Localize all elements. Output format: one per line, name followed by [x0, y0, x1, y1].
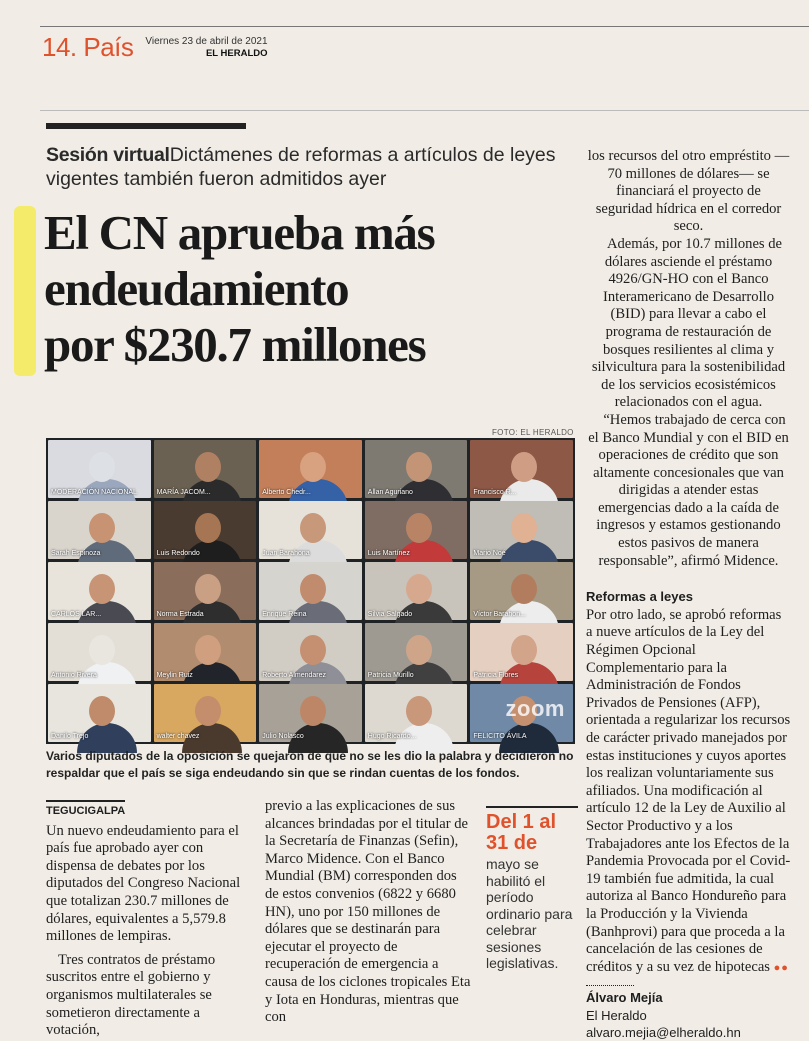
- headline-line-1: El CN aprueba más: [44, 205, 435, 260]
- participant-head: [89, 574, 115, 604]
- pull-quote-highlight: Del 1 al 31 de: [486, 811, 557, 854]
- participant-head: [300, 574, 326, 604]
- header-rule: [40, 110, 809, 111]
- body-column-2: [265, 798, 473, 1027]
- participant-name: Norma Estrada: [156, 611, 204, 618]
- participant-head: [406, 635, 432, 665]
- zoom-session-photo: [46, 438, 575, 744]
- participant-tile: [48, 623, 151, 681]
- paragraph-3: previo a las explicaciones de sus alcances brindadas por el titular de la Secretaría de Finanzas (Sefin), Marco Midence. Con el Banco Mundial (BM) corresponden dos de estos convenios (6822 y 6680 HN), uno por 150 millones de dólares que se destinarán para ejecutar el proyecto de recuperación de emergencia a causa de los ciclones tropicales Eta y Iota en Honduras, mientras que con: [265, 798, 471, 1026]
- participant-tile: [470, 623, 573, 681]
- end-mark: ●●: [773, 961, 789, 974]
- participant-head: [511, 513, 537, 543]
- photo-credit: FOTO: EL HERALDO: [492, 428, 574, 437]
- participant-tile: [259, 562, 362, 620]
- participant-tile: [154, 623, 257, 681]
- participant-head: [406, 574, 432, 604]
- byline-rule: [586, 985, 634, 986]
- pull-quote: [486, 806, 578, 972]
- participant-name: Sarah Espinoza: [51, 550, 101, 557]
- participant-tile: [470, 440, 573, 498]
- headline-line-3: por $230.7 millones: [44, 317, 426, 372]
- participant-head: [195, 452, 221, 482]
- issue-date: Viernes 23 de abril de 2021: [145, 36, 268, 47]
- participant-name: Allan Aguriano: [367, 489, 413, 496]
- participant-head: [511, 452, 537, 482]
- participant-head: [511, 574, 537, 604]
- participant-name: Patricia Flores: [473, 672, 519, 679]
- participant-name: MODERACIÓN NACIONAL: [51, 489, 137, 496]
- participant-head: [406, 696, 432, 726]
- participant-head: [300, 513, 326, 543]
- participant-name: Enrique Reina: [262, 611, 307, 618]
- participant-tile: [470, 501, 573, 559]
- participant-name: Silvia Salgado: [367, 611, 413, 618]
- date-block: [145, 36, 267, 60]
- participant-head: [300, 696, 326, 726]
- body-column-3: [586, 148, 791, 1041]
- participant-tile: [48, 440, 151, 498]
- participant-head: [89, 696, 115, 726]
- participant-head: [511, 635, 537, 665]
- paragraph-4: los recursos del otro empréstito —70 millones de dólares— se financiará el proyecto de seguridad hídrica en el corredor seco.: [587, 148, 790, 235]
- participant-head: [89, 452, 115, 482]
- subheading: Reformas a leyes: [586, 589, 693, 605]
- participant-head: [300, 452, 326, 482]
- participant-tile: [154, 684, 257, 742]
- photo-caption: Varios diputados de la oposición se quejaron de que no se les dio la palabra y decidieron no respaldar que el país se siga endeudando sin que se rindan cuentas de los fondos.: [46, 749, 574, 780]
- participant-tile: [365, 440, 468, 498]
- participant-head: [195, 574, 221, 604]
- paragraph-7: [586, 607, 791, 977]
- participant-name: walter chavez: [156, 733, 200, 740]
- participant-name: Luis Redondo: [156, 550, 200, 557]
- zoom-watermark: zoom: [505, 696, 565, 721]
- body-column-1: [46, 800, 254, 1040]
- participant-name: Luis Martínez: [367, 550, 410, 557]
- participant-tile: [470, 562, 573, 620]
- participant-name: Meylin Ruiz: [156, 672, 193, 679]
- participant-tile: [48, 684, 151, 742]
- paragraph-6: “Hemos trabajado de cerca con el Banco Mundial y con el BID en operaciones de crédito que son altamente concesionales que van dirigidas a atender estas emergencias dado a la caída de ingresos y estamos gestionando estos pasivos de manera responsable”, afirmó Midence.: [588, 411, 789, 569]
- participant-head: [406, 513, 432, 543]
- dateline: TEGUCIGALPA: [46, 800, 125, 821]
- kicker-label: Sesión virtual: [46, 144, 170, 166]
- kicker: [46, 143, 576, 191]
- participant-tile: [48, 501, 151, 559]
- participant-name: Julio Nolasco: [262, 733, 304, 740]
- participant-name: Juan Barahona: [262, 550, 310, 557]
- section-label: 14. País: [42, 32, 134, 62]
- participant-name: Danilo Trejo: [51, 733, 89, 740]
- participant-name: Víctor Barahon...: [473, 611, 526, 618]
- paragraph-7-text: Por otro lado, se aprobó reformas a nueve artículos de la Ley del Régimen Opcional Complementario para la Administración de Fondos Privados de Pensiones (AFP), orientada a regularizar los recursos de carácter privado manejados por estas instituciones y cuyos aportes los realizan voluntariamente sus afiliados. Una modificación al artículo 12 de la Ley de Auxilio al Sector Productivo y a los Trabajadores ante los Efectos de la Pandemia Provocada por el Covid-19 también fue admitida, la cual autoriza al Banco Hondureño para la Producción y la Vivienda (Banhprovi) para que proceda a la cancelación de las cesiones de créditos y a su vez de hipotecas: [586, 606, 791, 975]
- participant-name: FELICITO ÁVILA: [473, 733, 527, 740]
- participant-name: CARLOS LAR...: [51, 611, 102, 618]
- author-outlet: El Heraldo: [586, 1007, 647, 1023]
- participant-head: [195, 696, 221, 726]
- pull-quote-text: mayo se habilitó el período ordinario para celebrar sesiones legislativas.: [486, 856, 573, 971]
- participant-tile: [154, 501, 257, 559]
- participant-tile: [365, 684, 468, 742]
- participant-head: [195, 635, 221, 665]
- paragraph-5: Además, por 10.7 millones de dólares asciende el préstamo 4926/GN-HO con el Banco Interamericano de Desarrollo (BID) para llevar a cabo el programa de restauración de bosques resilientes al clima y silvicultura para la sostenibilidad de los servicios ecosistémicos relacionados con el agua.: [591, 235, 786, 411]
- participant-tile: [259, 501, 362, 559]
- top-rule: [40, 26, 809, 27]
- kicker-bar: [46, 123, 246, 129]
- participant-tile: [365, 501, 468, 559]
- highlighter-mark: [14, 206, 36, 376]
- participant-tile: [259, 684, 362, 742]
- participant-name: Mario Noé: [473, 550, 506, 557]
- participant-head: [195, 513, 221, 543]
- headline: [44, 205, 579, 373]
- headline-line-2: endeudamiento: [44, 261, 349, 316]
- participant-tile: [365, 562, 468, 620]
- participant-tile: [154, 562, 257, 620]
- kicker-text: Dictámenes de reformas a artículos de leyes vigentes también fueron admitidos ayer: [46, 144, 556, 190]
- author-email[interactable]: alvaro.mejia@elheraldo.hn: [586, 1024, 741, 1040]
- participant-name: MARÍA JACOM...: [156, 489, 211, 496]
- author-name: Álvaro Mejía: [586, 990, 663, 1006]
- participant-head: [89, 635, 115, 665]
- participant-tile: [365, 623, 468, 681]
- participant-name: Roberto Almendarez: [262, 672, 327, 679]
- participant-head: [406, 452, 432, 482]
- participant-tile: [259, 623, 362, 681]
- participant-name: Hugo Ricardo...: [367, 733, 417, 740]
- participant-name: Patricia Murillo: [367, 672, 414, 679]
- participant-tile: [154, 440, 257, 498]
- participant-name: Alberto Chedr...: [262, 489, 311, 496]
- page-header: [42, 32, 268, 62]
- participant-name: Francisco R...: [473, 489, 517, 496]
- participant-head: [300, 635, 326, 665]
- paper-name: EL HERALDO: [205, 48, 268, 59]
- participant-head: [89, 513, 115, 543]
- participant-tile: [259, 440, 362, 498]
- participant-tile: [48, 562, 151, 620]
- participant-name: Antonio Rivera: [51, 672, 97, 679]
- paragraph-1: Un nuevo endeudamiento para el país fue aprobado ayer con dispensa de debates por los diputados del Congreso Nacional que totalizan 230.7 millones de dólares, equivalentes a 5,579.8 millones de lempiras.: [46, 822, 241, 945]
- paragraph-2: Tres contratos de préstamo suscritos entre el gobierno y organismos multilaterales se sometieron directamente a votación,: [46, 951, 216, 1039]
